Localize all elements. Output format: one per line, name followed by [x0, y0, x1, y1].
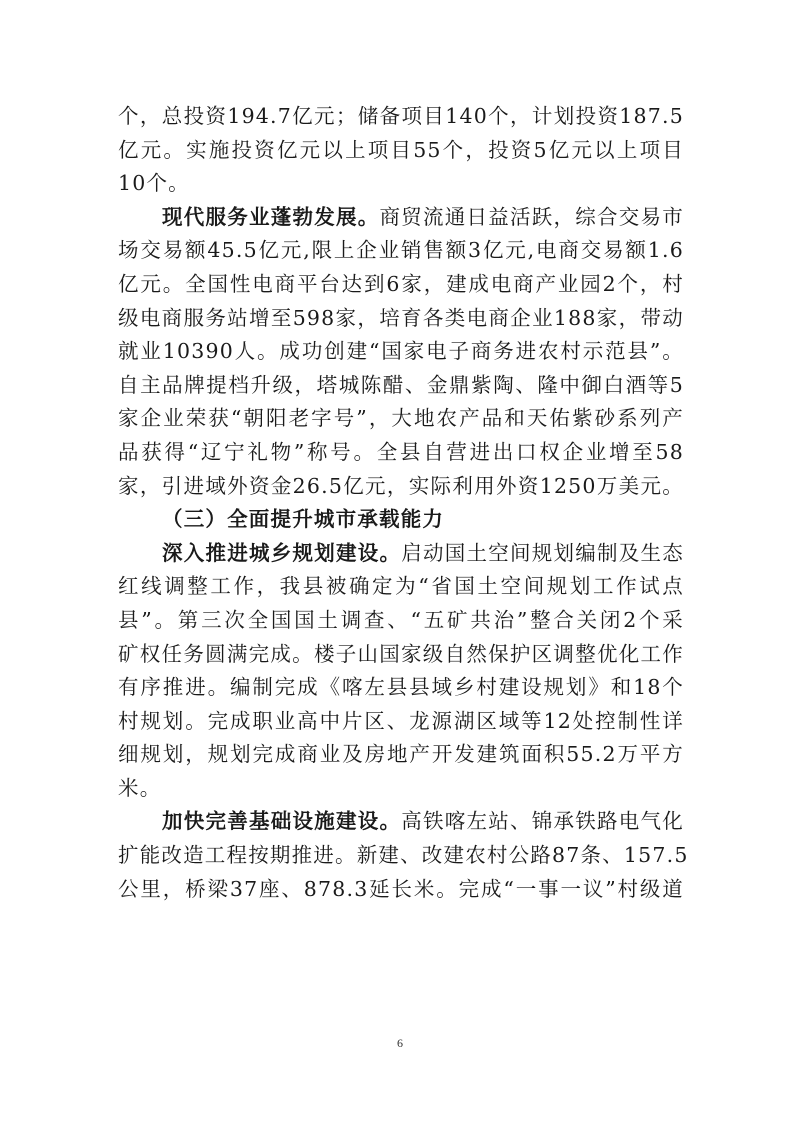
- text-line: 家企业荣获“朝阳老字号”，大地农产品和天佑紫砂系列产: [118, 406, 684, 431]
- document-page: [118, 100, 689, 906]
- text-line: 米。: [118, 775, 162, 800]
- text-line: [118, 201, 684, 235]
- text-line: 细规划，规划完成商业及房地产开发建筑面积55.2万平方: [118, 742, 684, 767]
- page-number: 6: [397, 1036, 403, 1050]
- text-line: 公里，桥梁37座、878.3延长米。完成“一事一议”村级道: [118, 876, 684, 901]
- paragraph-lead: 加快完善基础设施建设。: [162, 809, 402, 834]
- text-line: 自主品牌提档升级，塔城陈醋、金鼎紫陶、隆中御白酒等5: [118, 372, 684, 397]
- text-line: 品获得“辽宁礼物”称号。全县自营进出口权企业增至58: [118, 439, 684, 464]
- section-heading: （三）全面提升城市承载能力: [162, 507, 445, 532]
- text-line: 亿元。实施投资亿元以上项目55个，投资5亿元以上项目: [118, 137, 684, 162]
- paragraph-lead: 现代服务业蓬勃发展。: [162, 204, 380, 229]
- text-line: 场交易额45.5亿元,限上企业销售额3亿元,电商交易额1.6: [118, 238, 684, 263]
- text-line: 有序推进。编制完成《喀左县县域乡村建设规划》和18个: [118, 675, 684, 700]
- text-line: 县”。第三次全国国土调查、“五矿共治”整合关闭2个采: [118, 607, 684, 632]
- paragraph-lead: 深入推进城乡规划建设。: [162, 540, 402, 565]
- text-line: 亿元。全国性电商平台达到6家，建成电商产业园2个，村: [118, 271, 684, 296]
- text-line: 扩能改造工程按期推进。新建、改建农村公路87条、157.5: [118, 843, 689, 868]
- paragraph-text: 高铁喀左站、锦承铁路电气化: [401, 809, 685, 834]
- text-line: 矿权任务圆满完成。楼子山国家级自然保护区调整优化工作: [118, 641, 684, 666]
- text-line: [118, 805, 684, 839]
- text-line: 村规划。完成职业高中片区、龙源湖区域等12处控制性详: [118, 708, 684, 733]
- text-line: 10个。: [118, 171, 190, 196]
- paragraph-text: 启动国土空间规划编制及生态: [401, 540, 685, 565]
- text-line: 个，总投资194.7亿元；储备项目140个，计划投资187.5: [118, 104, 684, 128]
- text-line: 就业10390人。成功创建“国家电子商务进农村示范县”。: [118, 339, 684, 364]
- text-line: 红线调整工作，我县被确定为“省国土空间规划工作试点: [118, 574, 684, 599]
- paragraph-text: 商贸流通日益活跃，综合交易市: [379, 204, 684, 229]
- text-line: [118, 537, 684, 571]
- text-line: 家，引进域外资金26.5亿元，实际利用外资1250万美元。: [118, 473, 684, 498]
- text-line: 级电商服务站增至598家，培育各类电商企业188家，带动: [118, 305, 684, 330]
